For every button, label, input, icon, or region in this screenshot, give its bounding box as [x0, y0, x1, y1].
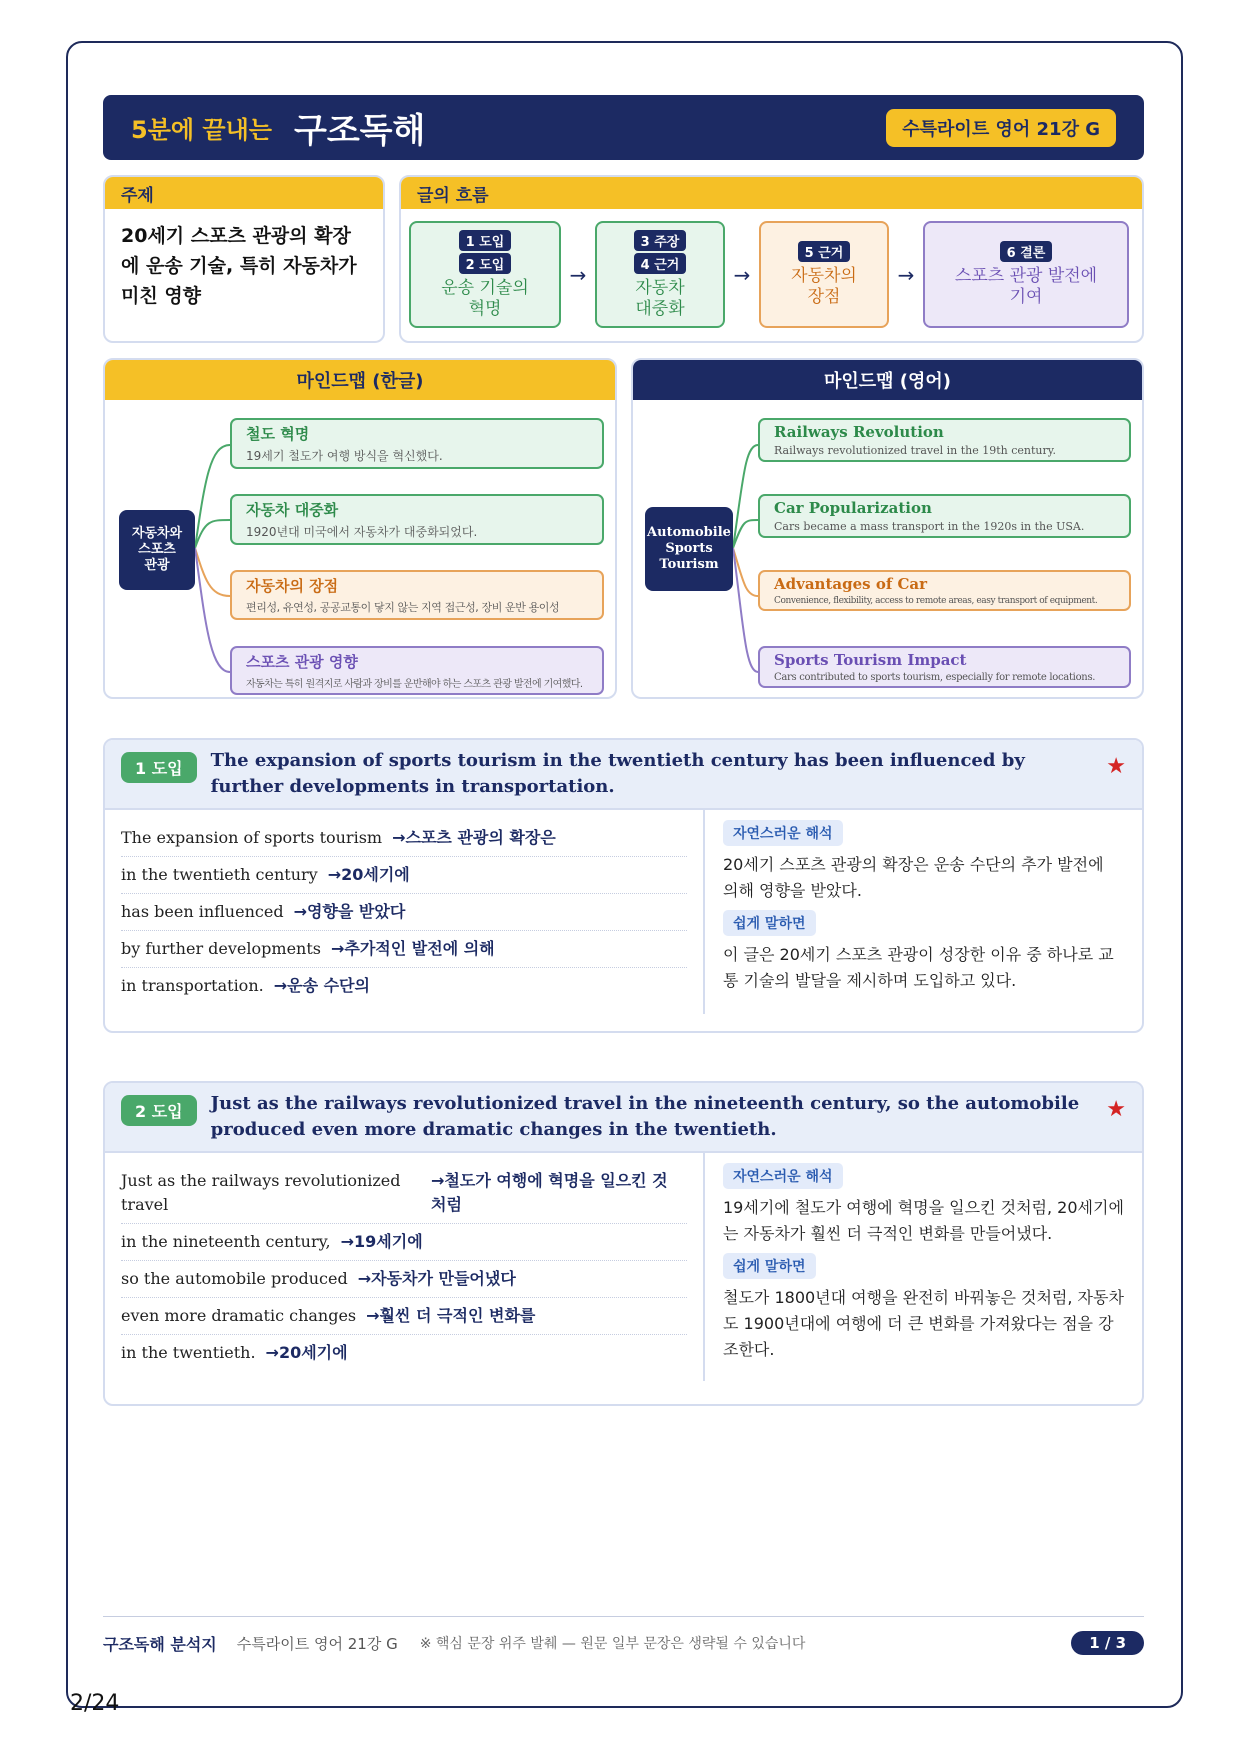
- chunk-korean: →추가적인 발전에 의해: [330, 939, 495, 958]
- node-subtitle: Cars became a mass transport in the 1920s in the USA.: [774, 520, 1085, 533]
- arrow-right-icon: →: [733, 262, 751, 287]
- flow-card-3: [759, 221, 889, 328]
- node-title: Sports Tourism Impact: [774, 651, 967, 669]
- interpretation-panel: [705, 810, 1142, 1014]
- flow-tag: 1 도입: [459, 230, 512, 251]
- flow-card-text: 자동차의 장점: [791, 266, 857, 307]
- sentence-section-2: [103, 1081, 1144, 1406]
- flow-tag: 2 도입: [459, 253, 512, 274]
- chunk-korean: →20세기에: [265, 1343, 348, 1362]
- star-icon: ★: [1106, 754, 1126, 779]
- page-header: [103, 95, 1144, 160]
- sentence-tag: 1 도입: [121, 752, 197, 783]
- mindmap-korean-label: 마인드맵 (한글): [105, 360, 615, 400]
- node-title: Railways Revolution: [774, 423, 944, 441]
- node-subtitle: 1920년대 미국에서 자동차가 대중화되었다.: [246, 525, 478, 539]
- flow-card-text: 스포츠 관광 발전에 기여: [954, 266, 1098, 307]
- flow-card-2: [595, 221, 725, 328]
- chunk-english: in the twentieth century: [121, 865, 318, 884]
- easy-explanation: 철도가 1800년대 여행을 완전히 바꿔놓은 것처럼, 자동차도 1900년대에 여행에 더 큰 변화를 가져왔다는 점을 강조한다.: [723, 1288, 1124, 1359]
- topic-box: [103, 175, 385, 343]
- chunk-row: [121, 857, 687, 894]
- mindmap-node-car-popularization: [230, 494, 604, 545]
- node-title: 자동차의 장점: [246, 577, 339, 595]
- sentence-body: [105, 1153, 1142, 1381]
- page-title: 구조독해: [293, 111, 426, 151]
- mindmap-node-car-popularization: [758, 494, 1131, 538]
- node-subtitle: Convenience, flexibility, access to remote areas, easy transport of equipment.: [774, 596, 1098, 606]
- node-subtitle: Railways revolutionized travel in the 19th century.: [774, 444, 1057, 457]
- topic-text: 20세기 스포츠 관광의 확장에 운송 기술, 특히 자동차가 미친 영향: [121, 225, 357, 307]
- page-footer: [103, 1616, 1144, 1655]
- flow-tag: 3 주장: [634, 230, 687, 251]
- mindmap-korean: [103, 358, 617, 699]
- chunk-row: [121, 820, 687, 857]
- chunk-english: in the nineteenth century,: [121, 1232, 331, 1251]
- mindmap-node-railway: [758, 418, 1131, 462]
- mindmap-node-car-advantages: [230, 570, 604, 620]
- flow-card-text: 운송 기술의 혁명: [441, 277, 529, 319]
- natural-label: 자연스러운 해석: [723, 820, 843, 846]
- sentence-header: [105, 740, 1142, 810]
- sentence-tag: 2 도입: [121, 1095, 197, 1126]
- mindmap-english-label: 마인드맵 (영어): [633, 360, 1142, 400]
- natural-translation: 19세기에 철도가 여행에 혁명을 일으킨 것처럼, 20세기에는 자동차가 훨씬 더 극적인 변화를 만들어냈다.: [723, 1198, 1124, 1243]
- flow-card-4: [923, 221, 1129, 328]
- chunk-korean: →훨씬 더 극적인 변화를: [366, 1306, 536, 1325]
- topic-label: 주제: [105, 177, 383, 209]
- node-title: 스포츠 관광 영향: [246, 653, 358, 671]
- chunk-english: by further developments: [121, 939, 321, 958]
- key-sentence: Just as the railways revolutionized travel in the nineteenth century, so the automobile produced even more dramatic changes in the twentieth.: [210, 1093, 1080, 1140]
- flow-tag: 4 근거: [634, 253, 687, 274]
- chunk-korean: →철도가 여행에 혁명을 일으킨 것처럼: [431, 1171, 668, 1214]
- page-number-badge: 1 / 3: [1071, 1631, 1144, 1655]
- header-prefix: 5분에 끝내는: [131, 116, 272, 144]
- star-icon: ★: [1106, 1097, 1126, 1122]
- mindmap-node-railway: [230, 418, 604, 469]
- page-counter: 2/24: [70, 1691, 120, 1716]
- chunk-list: [105, 1153, 705, 1381]
- mindmap-english: [631, 358, 1144, 699]
- lesson-badge: 수특라이트 영어 21강 G: [886, 109, 1116, 147]
- node-subtitle: Cars contributed to sports tourism, especially for remote locations.: [774, 672, 1096, 683]
- mindmap-center: Automobile Sports Tourism: [645, 507, 733, 591]
- flow-tag: 6 결론: [1000, 241, 1053, 262]
- node-title: Car Popularization: [774, 499, 932, 517]
- flow-box: [399, 175, 1144, 343]
- chunk-korean: →영향을 받았다: [293, 902, 406, 921]
- mindmap-center: 자동차와 스포츠 관광: [119, 510, 195, 590]
- footer-note: ※ 핵심 문장 위주 발췌 — 원문 일부 문장은 생략될 수 있습니다: [419, 1636, 806, 1652]
- node-subtitle: 19세기 철도가 여행 방식을 혁신했다.: [246, 449, 443, 463]
- easy-explanation: 이 글은 20세기 스포츠 관광이 성장한 이유 중 하나로 교통 기술의 발달을 제시하며 도입하고 있다.: [723, 945, 1114, 990]
- mindmap-node-sports-tourism: [230, 646, 604, 695]
- chunk-english: The expansion of sports tourism: [121, 828, 383, 847]
- chunk-list: [105, 810, 705, 1014]
- chunk-row: [121, 1224, 687, 1261]
- easy-label: 쉽게 말하면: [723, 1253, 816, 1279]
- footer-title: 수특라이트 영어 21강 G: [236, 1634, 398, 1653]
- chunk-korean: →운송 수단의: [273, 976, 370, 995]
- flow-tag: 5 근거: [798, 241, 851, 262]
- sentence-section-1: [103, 738, 1144, 1033]
- chunk-row: [121, 968, 687, 1004]
- node-title: 자동차 대중화: [246, 501, 339, 519]
- natural-label: 자연스러운 해석: [723, 1163, 843, 1189]
- mindmap-node-car-advantages: [758, 570, 1131, 611]
- sentence-header: [105, 1083, 1142, 1153]
- mindmap-node-sports-tourism: [758, 646, 1131, 688]
- arrow-right-icon: →: [897, 262, 915, 287]
- flow-card-text: 자동차 대중화: [635, 277, 685, 319]
- chunk-row: [121, 931, 687, 968]
- chunk-korean: →스포츠 관광의 확장은: [392, 828, 556, 847]
- key-sentence: The expansion of sports tourism in the twentieth century has been influenced by further developments in transportation.: [210, 750, 1025, 797]
- chunk-english: so the automobile produced: [121, 1269, 348, 1288]
- natural-translation: 20세기 스포츠 관광의 확장은 운송 수단의 추가 발전에 의해 영향을 받았다.: [723, 855, 1104, 900]
- node-subtitle: 자동차는 특히 원격지로 사람과 장비를 운반해야 하는 스포츠 관광 발전에 기여했다.: [246, 679, 583, 690]
- node-subtitle: 편리성, 유연성, 공공교통이 닿지 않는 지역 접근성, 장비 운반 용이성: [246, 601, 560, 614]
- chunk-row: [121, 1163, 687, 1224]
- chunk-english: in the twentieth.: [121, 1343, 256, 1362]
- arrow-right-icon: →: [569, 262, 587, 287]
- chunk-korean: →자동차가 만들어냈다: [357, 1269, 516, 1288]
- interpretation-panel: [705, 1153, 1142, 1381]
- node-title: Advantages of Car: [774, 575, 928, 593]
- flow-row: [401, 209, 1142, 328]
- chunk-english: in transportation.: [121, 976, 264, 995]
- easy-label: 쉽게 말하면: [723, 910, 816, 936]
- chunk-english: Just as the railways revolutionized travel: [121, 1171, 401, 1214]
- flow-label: 글의 흐름: [401, 177, 1142, 209]
- chunk-korean: →20세기에: [327, 865, 410, 884]
- node-title: 철도 혁명: [246, 425, 310, 443]
- chunk-row: [121, 1298, 687, 1335]
- sentence-body: [105, 810, 1142, 1014]
- chunk-english: even more dramatic changes: [121, 1306, 357, 1325]
- chunk-row: [121, 1335, 687, 1371]
- chunk-row: [121, 1261, 687, 1298]
- chunk-korean: →19세기에: [340, 1232, 423, 1251]
- chunk-english: has been influenced: [121, 902, 284, 921]
- chunk-row: [121, 894, 687, 931]
- flow-card-1: [409, 221, 561, 328]
- footer-brand: 구조독해 분석지: [103, 1634, 217, 1654]
